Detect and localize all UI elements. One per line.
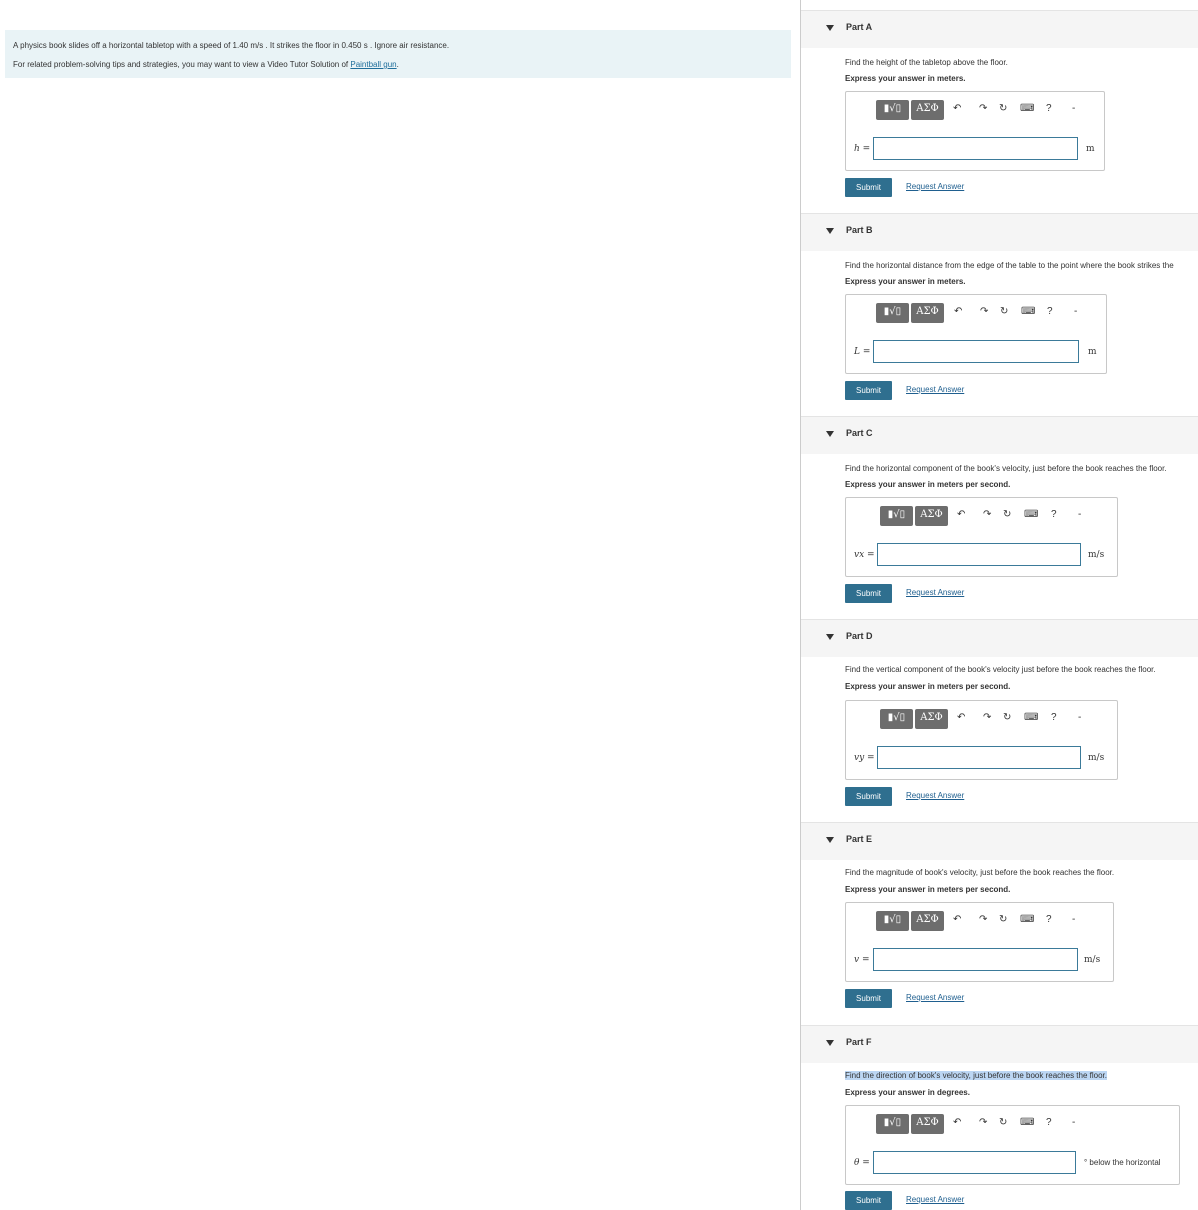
- keyboard-icon[interactable]: ⌨: [1020, 103, 1035, 114]
- redo-icon[interactable]: ↷: [979, 103, 988, 114]
- help-icon[interactable]: ?: [1046, 1117, 1052, 1128]
- redo-icon[interactable]: ↷: [980, 306, 989, 317]
- answer-instructions: Express your answer in meters per second.: [845, 682, 1011, 691]
- submit-button[interactable]: Submit: [845, 989, 892, 1008]
- reset-icon[interactable]: ↻: [1003, 712, 1012, 723]
- part-f-header[interactable]: [801, 1025, 1198, 1063]
- answer-instructions: Express your answer in meters per second.: [845, 885, 1011, 894]
- templates-button[interactable]: ▮√▯: [876, 100, 909, 120]
- answer-input[interactable]: [877, 543, 1081, 566]
- request-answer-link[interactable]: Request Answer: [906, 1195, 965, 1204]
- symbols-button[interactable]: ΑΣΦ: [915, 709, 948, 729]
- part-d-header[interactable]: [801, 619, 1198, 657]
- answer-instructions: Express your answer in meters per second.: [845, 480, 1011, 489]
- symbols-button[interactable]: ΑΣΦ: [911, 911, 944, 931]
- undo-icon[interactable]: ↶: [954, 306, 963, 317]
- more-icon[interactable]: -: [1074, 306, 1078, 317]
- undo-icon[interactable]: ↶: [957, 712, 966, 723]
- templates-button[interactable]: ▮√▯: [880, 709, 913, 729]
- keyboard-icon[interactable]: ⌨: [1021, 306, 1036, 317]
- templates-button[interactable]: ▮√▯: [876, 303, 909, 323]
- submit-button[interactable]: Submit: [845, 787, 892, 806]
- redo-icon[interactable]: ↷: [979, 914, 988, 925]
- reset-icon[interactable]: ↻: [1000, 306, 1009, 317]
- question-text: Find the horizontal component of the book's velocity, just before the book reaches the floor.: [845, 464, 1167, 473]
- part-title: Part C: [846, 428, 873, 438]
- part-a: [801, 10, 1198, 213]
- question-text: Find the direction of book's velocity, just before the book reaches the floor.: [845, 1071, 1107, 1080]
- more-icon[interactable]: -: [1078, 509, 1082, 520]
- answer-instructions: Express your answer in meters.: [845, 277, 966, 286]
- part-e-header[interactable]: [801, 822, 1198, 860]
- part-title: Part F: [846, 1037, 872, 1047]
- request-answer-link[interactable]: Request Answer: [906, 182, 965, 191]
- unit-label: ° below the horizontal: [1084, 1158, 1161, 1167]
- keyboard-icon[interactable]: ⌨: [1020, 1117, 1035, 1128]
- question-text: Find the vertical component of the book's velocity just before the book reaches the floor.: [845, 665, 1156, 674]
- templates-button[interactable]: ▮√▯: [876, 911, 909, 931]
- request-answer-link[interactable]: Request Answer: [906, 791, 965, 800]
- part-title: Part B: [846, 225, 873, 235]
- part-b-header[interactable]: [801, 213, 1198, 251]
- keyboard-icon[interactable]: ⌨: [1024, 712, 1039, 723]
- answer-box: [845, 1105, 1180, 1185]
- submit-button[interactable]: Submit: [845, 381, 892, 400]
- unit-label: m/s: [1088, 753, 1105, 763]
- answer-input[interactable]: [877, 746, 1081, 769]
- more-icon[interactable]: -: [1072, 1117, 1076, 1128]
- part-f: [801, 1025, 1198, 1210]
- answer-input[interactable]: [873, 1151, 1076, 1174]
- part-title: Part A: [846, 22, 873, 32]
- more-icon[interactable]: -: [1072, 914, 1076, 925]
- answer-box: [845, 91, 1105, 171]
- templates-button[interactable]: ▮√▯: [880, 506, 913, 526]
- reset-icon[interactable]: ↻: [999, 914, 1008, 925]
- answer-input[interactable]: [873, 137, 1078, 160]
- submit-button[interactable]: Submit: [845, 584, 892, 603]
- help-icon[interactable]: ?: [1051, 509, 1057, 520]
- variable-label: h =: [854, 144, 871, 154]
- collapse-caret-icon[interactable]: [826, 634, 834, 640]
- part-d: [801, 619, 1198, 822]
- answer-instructions: Express your answer in degrees.: [845, 1088, 970, 1097]
- part-title: Part D: [846, 631, 873, 641]
- collapse-caret-icon[interactable]: [826, 1040, 834, 1046]
- unit-label: m/s: [1084, 955, 1101, 965]
- undo-icon[interactable]: ↶: [957, 509, 966, 520]
- undo-icon[interactable]: ↶: [953, 1117, 962, 1128]
- part-a-header[interactable]: [801, 10, 1198, 48]
- part-c: [801, 416, 1198, 619]
- undo-icon[interactable]: ↶: [953, 103, 962, 114]
- related-tips-prefix: For related problem-solving tips and strategies, you may want to view a Video Tutor Solution of: [13, 60, 351, 69]
- symbols-button[interactable]: ΑΣΦ: [911, 1114, 944, 1134]
- help-icon[interactable]: ?: [1046, 914, 1052, 925]
- request-answer-link[interactable]: Request Answer: [906, 588, 965, 597]
- answer-input[interactable]: [873, 340, 1079, 363]
- problem-statement: [5, 30, 791, 78]
- collapse-caret-icon[interactable]: [826, 25, 834, 31]
- request-answer-link[interactable]: Request Answer: [906, 993, 965, 1002]
- more-icon[interactable]: -: [1072, 103, 1076, 114]
- answer-box: [845, 902, 1114, 982]
- submit-button[interactable]: Submit: [845, 1191, 892, 1210]
- video-tutor-link[interactable]: Paintball gun: [350, 60, 397, 69]
- help-icon[interactable]: ?: [1047, 306, 1053, 317]
- redo-icon[interactable]: ↷: [979, 1117, 988, 1128]
- variable-label: vx =: [854, 550, 875, 560]
- question-text: Find the horizontal distance from the edge of the table to the point where the book strikes the: [845, 261, 1174, 270]
- part-c-header[interactable]: [801, 416, 1198, 454]
- more-icon[interactable]: -: [1078, 712, 1082, 723]
- problem-text: A physics book slides off a horizontal tabletop with a speed of 1.40 m/s . It strikes the floor in 0.450 s . Ignore air resistance.: [13, 41, 450, 50]
- question-text: Find the height of the tabletop above the floor.: [845, 58, 1008, 67]
- answer-box: [845, 497, 1118, 577]
- redo-icon[interactable]: ↷: [983, 509, 992, 520]
- part-b: [801, 213, 1198, 416]
- reset-icon[interactable]: ↻: [999, 103, 1008, 114]
- variable-label: θ =: [854, 1158, 870, 1168]
- answer-box: [845, 294, 1107, 374]
- unit-label: m: [1088, 347, 1097, 357]
- answer-instructions: Express your answer in meters.: [845, 74, 966, 83]
- variable-label: v =: [854, 955, 870, 965]
- undo-icon[interactable]: ↶: [953, 914, 962, 925]
- related-tips-suffix: .: [396, 60, 399, 69]
- request-answer-link[interactable]: Request Answer: [906, 385, 965, 394]
- variable-label: vy =: [854, 753, 875, 763]
- keyboard-icon[interactable]: ⌨: [1020, 914, 1035, 925]
- question-text: Find the magnitude of book's velocity, just before the book reaches the floor.: [845, 868, 1115, 877]
- help-icon[interactable]: ?: [1051, 712, 1057, 723]
- reset-icon[interactable]: ↻: [1003, 509, 1012, 520]
- collapse-caret-icon[interactable]: [826, 837, 834, 843]
- reset-icon[interactable]: ↻: [999, 1117, 1008, 1128]
- symbols-button[interactable]: ΑΣΦ: [911, 303, 944, 323]
- unit-label: m/s: [1088, 550, 1105, 560]
- collapse-caret-icon[interactable]: [826, 228, 834, 234]
- symbols-button[interactable]: ΑΣΦ: [911, 100, 944, 120]
- answer-input[interactable]: [873, 948, 1078, 971]
- keyboard-icon[interactable]: ⌨: [1024, 509, 1039, 520]
- help-icon[interactable]: ?: [1046, 103, 1052, 114]
- collapse-caret-icon[interactable]: [826, 431, 834, 437]
- part-e: [801, 822, 1198, 1025]
- answer-box: [845, 700, 1118, 780]
- submit-button[interactable]: Submit: [845, 178, 892, 197]
- templates-button[interactable]: ▮√▯: [876, 1114, 909, 1134]
- symbols-button[interactable]: ΑΣΦ: [915, 506, 948, 526]
- unit-label: m: [1086, 144, 1095, 154]
- related-tips-text: [13, 60, 399, 69]
- redo-icon[interactable]: ↷: [983, 712, 992, 723]
- part-title: Part E: [846, 834, 873, 844]
- variable-label: L =: [854, 347, 871, 357]
